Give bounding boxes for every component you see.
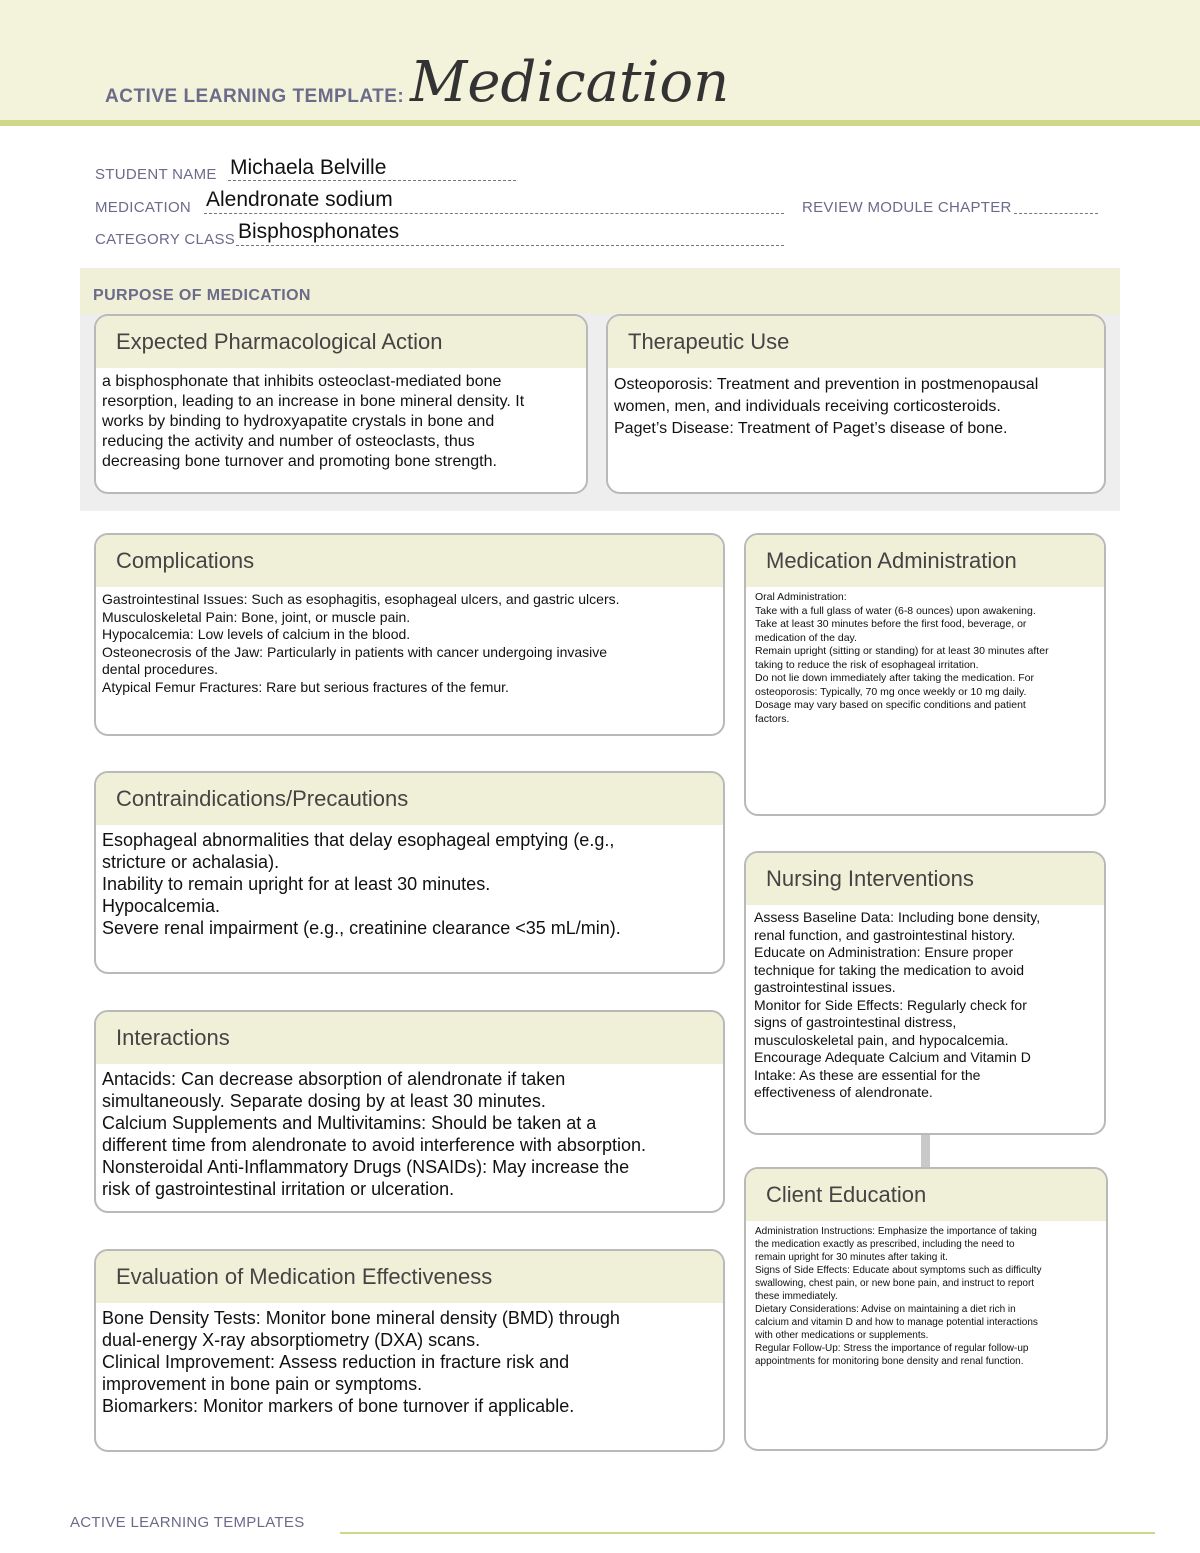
- text-line: simultaneously. Separate dosing by at least 30 minutes.: [102, 1091, 546, 1111]
- client-education-header: [746, 1169, 1106, 1221]
- text-line: Musculoskeletal Pain: Bone, joint, or muscle pain.: [102, 608, 411, 625]
- therapeutic-use-header: [608, 316, 1104, 368]
- text-line: Clinical Improvement: Assess reduction in fracture risk and: [102, 1352, 570, 1372]
- text-line: gastrointestinal issues.: [754, 979, 896, 995]
- text-line: the medication exactly as prescribed, including the need to: [755, 1239, 1015, 1250]
- text-line: medication of the day.: [755, 631, 857, 644]
- text-line: Dosage may vary based on specific conditions and patient: [755, 699, 1026, 711]
- purpose-title: PURPOSE OF MEDICATION: [93, 287, 311, 304]
- category-class-line: [236, 245, 784, 246]
- text-line: these immediately.: [755, 1291, 838, 1302]
- text-line: renal function, and gastrointestinal history.: [754, 926, 1016, 943]
- text-line: Esophageal abnormalities that delay esophageal emptying (e.g.,: [102, 830, 615, 850]
- administration-header: [746, 535, 1104, 587]
- client-education-body[interactable]: [746, 1221, 1106, 1368]
- template-label: ACTIVE LEARNING TEMPLATE:: [105, 86, 405, 107]
- text-line: technique for taking the medication to avoid: [754, 961, 1025, 978]
- nursing-interventions-title: Nursing Interventions: [766, 866, 974, 891]
- text-line: Administration Instructions: Emphasize the importance of taking: [755, 1226, 1037, 1237]
- header-rule: [0, 120, 1200, 126]
- text-line: Gastrointestinal Issues: Such as esophagitis, esophageal ulcers, and gastric ulcers.: [102, 591, 620, 607]
- text-line: Signs of Side Effects: Educate about symptoms such as difficulty: [755, 1265, 1042, 1276]
- text-line: Regular Follow-Up: Stress the importance of regular follow-up: [755, 1343, 1029, 1354]
- evaluation-title: Evaluation of Medication Effectiveness: [116, 1264, 493, 1289]
- expected-action-header: [96, 316, 586, 368]
- text-line: Hypocalcemia: Low levels of calcium in the blood.: [102, 626, 411, 642]
- text-line: swallowing, chest pain, or new bone pain, and instruct to report: [755, 1278, 1035, 1289]
- nursing-interventions-header: [746, 853, 1104, 905]
- student-name-line: [228, 180, 516, 181]
- complications-box: [94, 533, 725, 736]
- medication-value[interactable]: Alendronate sodium: [206, 188, 393, 211]
- therapeutic-use-title: Therapeutic Use: [628, 329, 790, 354]
- interactions-header: [96, 1012, 723, 1064]
- administration-body[interactable]: [746, 587, 1104, 726]
- text-line: Calcium Supplements and Multivitamins: Should be taken at a: [102, 1113, 597, 1133]
- text-line: Educate on Administration: Ensure proper: [754, 944, 1014, 960]
- administration-title: Medication Administration: [766, 548, 1017, 573]
- text-line: Biomarkers: Monitor markers of bone turnover if applicable.: [102, 1396, 575, 1416]
- text-line: effectiveness of alendronate.: [754, 1084, 933, 1100]
- expected-action-body[interactable]: [96, 368, 586, 472]
- review-module-label: REVIEW MODULE CHAPTER: [802, 199, 1012, 216]
- text-line: improvement in bone pain or symptoms.: [102, 1374, 423, 1394]
- text-line: Take at least 30 minutes before the first food, beverage, or: [755, 618, 1027, 630]
- interactions-box: [94, 1010, 725, 1213]
- text-line: taking to reduce the risk of esophageal irritation.: [755, 658, 979, 671]
- text-line: different time from alendronate to avoid interference with absorption.: [102, 1135, 646, 1155]
- text-line: Inability to remain upright for at least 30 minutes.: [102, 874, 491, 894]
- evaluation-header: [96, 1251, 723, 1303]
- text-line: Nonsteroidal Anti-Inflammatory Drugs (NSAIDs): May increase the: [102, 1157, 630, 1177]
- text-line: Hypocalcemia.: [102, 896, 221, 916]
- text-line: osteoporosis: Typically, 70 mg once weekly or 10 mg daily.: [755, 685, 1027, 698]
- text-line: Antacids: Can decrease absorption of alendronate if taken: [102, 1069, 566, 1089]
- text-line: Dietary Considerations: Advise on maintaining a diet rich in: [755, 1304, 1016, 1315]
- text-line: Encourage Adequate Calcium and Vitamin D: [754, 1049, 1031, 1065]
- interactions-title: Interactions: [116, 1025, 230, 1050]
- text-line: with other medications or supplements.: [755, 1330, 929, 1341]
- footer-rule: [340, 1532, 1155, 1534]
- text-line: risk of gastrointestinal irritation or ulceration.: [102, 1179, 455, 1199]
- footer-label: ACTIVE LEARNING TEMPLATES: [70, 1514, 305, 1531]
- nursing-interventions-box: [744, 851, 1106, 1135]
- text-line: Take with a full glass of water (6-8 ounces) upon awakening.: [755, 604, 1036, 617]
- review-module-line[interactable]: [1014, 213, 1098, 214]
- text-line: reducing the activity and number of osteoclasts, thus: [102, 433, 475, 450]
- text-line: remain upright for 30 minutes after taking it.: [755, 1252, 948, 1263]
- text-line: dental procedures.: [102, 661, 218, 677]
- client-education-box: [744, 1167, 1108, 1451]
- text-line: Oral Administration:: [755, 591, 847, 603]
- text-line: stricture or achalasia).: [102, 852, 280, 872]
- text-line: Bone Density Tests: Monitor bone mineral density (BMD) through: [102, 1308, 620, 1328]
- text-line: Osteonecrosis of the Jaw: Particularly in patients with cancer undergoing invasive: [102, 643, 608, 660]
- complications-body[interactable]: [96, 587, 723, 696]
- text-line: Severe renal impairment (e.g., creatinine clearance <35 mL/min).: [102, 918, 621, 938]
- complications-header: [96, 535, 723, 587]
- text-line: decreasing bone turnover and promoting bone strength.: [102, 453, 497, 470]
- text-line: Atypical Femur Fractures: Rare but serious fractures of the femur.: [102, 678, 509, 695]
- therapeutic-use-body[interactable]: [608, 368, 1104, 440]
- template-type-title: Medication: [410, 50, 730, 115]
- medication-label: MEDICATION: [95, 199, 192, 216]
- text-line: Assess Baseline Data: Including bone density,: [754, 909, 1041, 925]
- client-education-title: Client Education: [766, 1182, 927, 1207]
- text-line: calcium and vitamin D and how to manage potential interactions: [755, 1317, 1038, 1328]
- text-line: Osteoporosis: Treatment and prevention in postmenopausal: [614, 376, 1039, 393]
- evaluation-body[interactable]: [96, 1303, 723, 1417]
- expected-action-title: Expected Pharmacological Action: [116, 329, 443, 354]
- interactions-body[interactable]: [96, 1064, 723, 1200]
- category-class-value[interactable]: Bisphosphonates: [238, 220, 400, 243]
- expected-action-box: [94, 314, 588, 494]
- therapeutic-use-box: [606, 314, 1106, 494]
- evaluation-box: [94, 1249, 725, 1452]
- text-line: a bisphosphonate that inhibits osteoclast-mediated bone: [102, 373, 502, 390]
- category-class-label: CATEGORY CLASS: [95, 231, 236, 248]
- medication-line: [204, 213, 784, 214]
- text-line: Remain upright (sitting or standing) for at least 30 minutes after: [755, 645, 1049, 657]
- text-line: Do not lie down immediately after taking the medication. For: [755, 672, 1034, 684]
- text-line: factors.: [755, 712, 790, 725]
- text-line: Intake: As these are essential for the: [754, 1066, 981, 1083]
- administration-box: [744, 533, 1106, 816]
- text-line: Paget’s Disease: Treatment of Paget’s disease of bone.: [614, 420, 1008, 437]
- nursing-interventions-body[interactable]: [746, 905, 1104, 1102]
- contraindications-header: [96, 773, 723, 825]
- text-line: signs of gastrointestinal distress,: [754, 1014, 957, 1030]
- student-name-value[interactable]: Michaela Belville: [230, 156, 387, 179]
- contraindications-body[interactable]: [96, 825, 723, 939]
- text-line: Monitor for Side Effects: Regularly check for: [754, 996, 1027, 1013]
- student-name-label: STUDENT NAME: [95, 166, 217, 183]
- text-line: musculoskeletal pain, and hypocalcemia.: [754, 1031, 1009, 1048]
- contraindications-box: [94, 771, 725, 974]
- text-line: works by binding to hydroxyapatite crystals in bone and: [102, 413, 495, 430]
- text-line: appointments for monitoring bone density and renal function.: [755, 1356, 1024, 1367]
- box-connector: [921, 1135, 930, 1167]
- complications-title: Complications: [116, 548, 255, 573]
- text-line: dual-energy X-ray absorptiometry (DXA) scans.: [102, 1330, 481, 1350]
- text-line: resorption, leading to an increase in bone mineral density. It: [102, 393, 525, 410]
- text-line: women, men, and individuals receiving corticosteroids.: [614, 398, 1001, 415]
- contraindications-title: Contraindications/Precautions: [116, 786, 409, 811]
